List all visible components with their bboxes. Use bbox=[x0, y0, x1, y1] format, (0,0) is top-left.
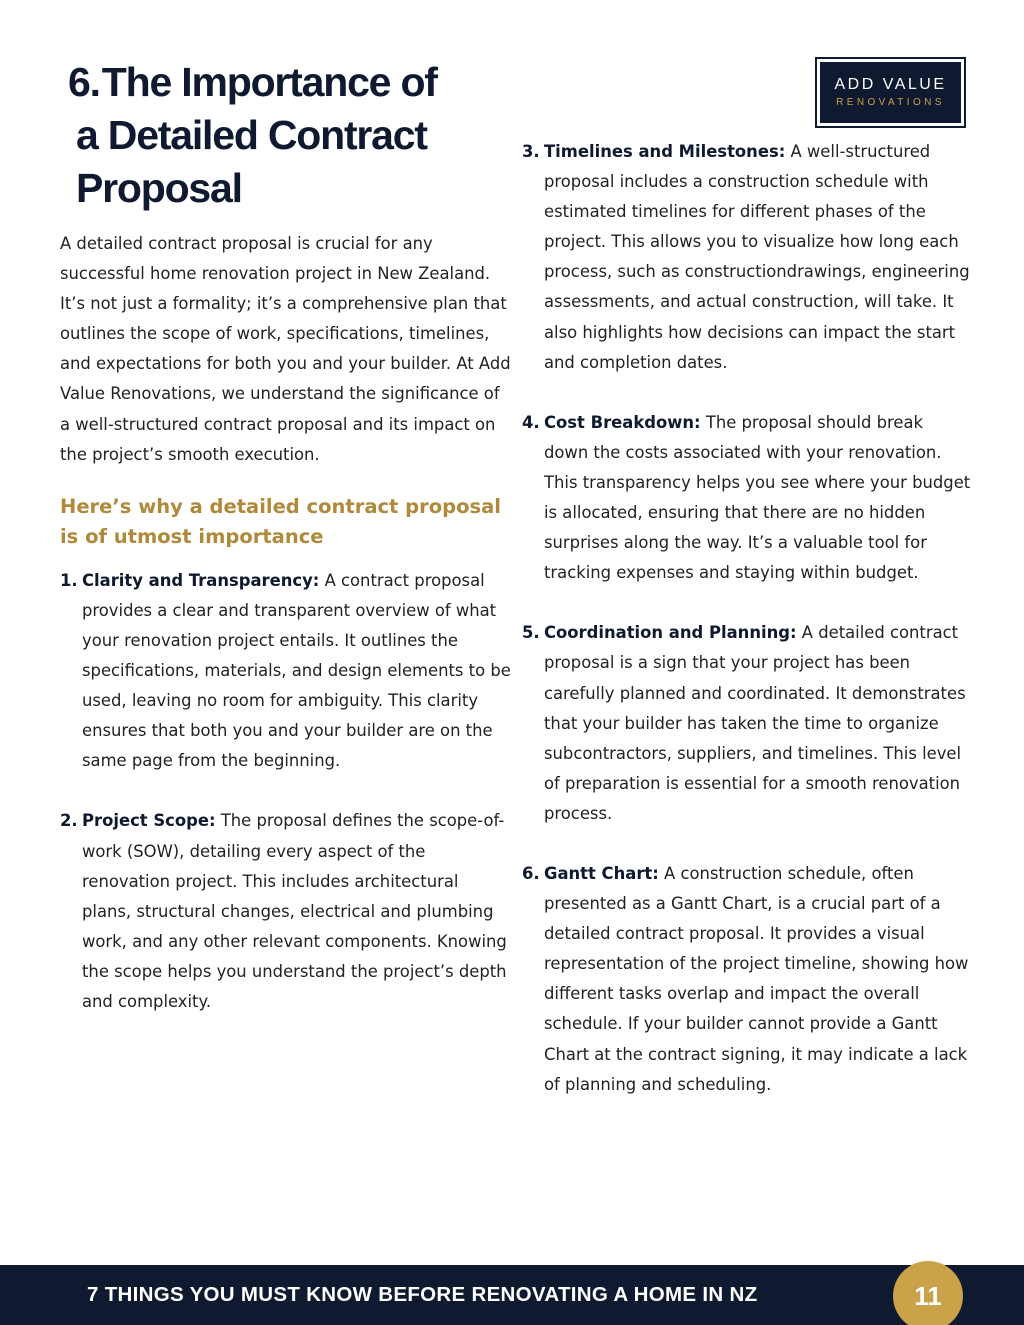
list-item-clarity bbox=[60, 566, 512, 777]
footer-bar bbox=[0, 1265, 1024, 1325]
list-item-number: 1. bbox=[60, 570, 78, 590]
list-item-text: A contract proposal provides a clear and transparent overview of what your renovation project entails. It outlines the specifications, materials, and design elements to be used, leaving no room for ambiguity. This clarity ensures that both you and your builder are on the same page from the beginning. bbox=[82, 570, 511, 771]
list-item-title: Gantt Chart: bbox=[544, 863, 659, 883]
title-line-1: 6.The Importance of bbox=[68, 59, 437, 105]
list-item-text: A construction schedule, often presented as a Gantt Chart, is a crucial part of a detailed contract proposal. It provides a visual representation of the project timeline, showing how different tasks overlap and impact the overall schedule. If your builder cannot provide a Gantt Chart at the contract signing, it may indicate a lack of planning and scheduling. bbox=[544, 863, 969, 1094]
list-item-number: 3. bbox=[522, 142, 540, 161]
list-item-title: Project Scope: bbox=[82, 811, 216, 831]
list-item-gantt-chart bbox=[522, 859, 972, 1100]
intro-paragraph: A detailed contract proposal is crucial for any successful home renovation project in New Zealand. It’s not just a formality; it’s a comprehensive plan that outlines the scope of work, specifications, timelines, and expectations for both you and your builder. At Add Value Renovations, we understand the significance of a well-structured contract proposal and its impact on the project’s smooth execution. bbox=[60, 234, 511, 464]
list-item-timelines bbox=[522, 137, 972, 378]
title-number: 6. bbox=[68, 59, 100, 105]
logo-text-primary: ADD VALUE bbox=[834, 75, 947, 93]
list-item-number: 6. bbox=[522, 863, 540, 883]
title-line-2: a Detailed Contract bbox=[76, 112, 427, 158]
footer-title: 7 THINGS YOU MUST KNOW BEFORE RENOVATING A HOME IN NZ bbox=[87, 1283, 758, 1306]
section-subheading: Here’s why a detailed contract proposal is of utmost importance bbox=[60, 494, 501, 548]
page-title bbox=[68, 56, 488, 215]
list-item-number: 2. bbox=[60, 811, 78, 831]
list-item-text: A detailed contract proposal is a sign that your project has been carefully planned and coordinated. It demonstrates that your builder has taken the time to organize subcontractors, suppliers, and timelines. This level of preparation is essential for a smooth renovation process. bbox=[544, 623, 966, 823]
list-item-coordination bbox=[522, 618, 972, 829]
list-item-title: Cost Breakdown: bbox=[544, 412, 701, 432]
list-item-project-scope bbox=[60, 806, 512, 1017]
list-item-title: Clarity and Transparency: bbox=[82, 570, 320, 590]
page-number-badge: 11 bbox=[893, 1261, 963, 1325]
right-column bbox=[522, 137, 972, 1130]
list-item-cost-breakdown bbox=[522, 408, 972, 589]
list-item-number: 4. bbox=[522, 412, 540, 432]
company-logo bbox=[817, 59, 964, 126]
list-item-text: A well-structured proposal includes a construction schedule with estimated timelines for different phases of the project. This allows you to visualize how long each process, such as constructiondrawings, engineering assessments, and actual construction, will take. It also highlights how decisions can impact the start and completion dates. bbox=[544, 142, 970, 372]
list-item-title: Coordination and Planning: bbox=[544, 623, 797, 643]
list-item-text: The proposal defines the scope-of-work (SOW), detailing every aspect of the renovation project. This includes architectural plans, structural changes, electrical and plumbing work, and any other relevant components. Knowing the scope helps you understand the project’s depth and complexity. bbox=[82, 811, 507, 1011]
logo-text-secondary: RENOVATIONS bbox=[836, 96, 945, 108]
title-line-3: Proposal bbox=[76, 165, 242, 211]
list-item-text: The proposal should break down the costs associated with your renovation. This transparency helps you see where your budget is allocated, ensuring that there are no hidden surprises along the way. It’s a valuable tool for tracking expenses and staying within budget. bbox=[544, 412, 971, 583]
list-item-title: Timelines and Milestones: bbox=[544, 142, 786, 161]
list-item-number: 5. bbox=[522, 623, 540, 643]
left-column bbox=[60, 229, 512, 1047]
